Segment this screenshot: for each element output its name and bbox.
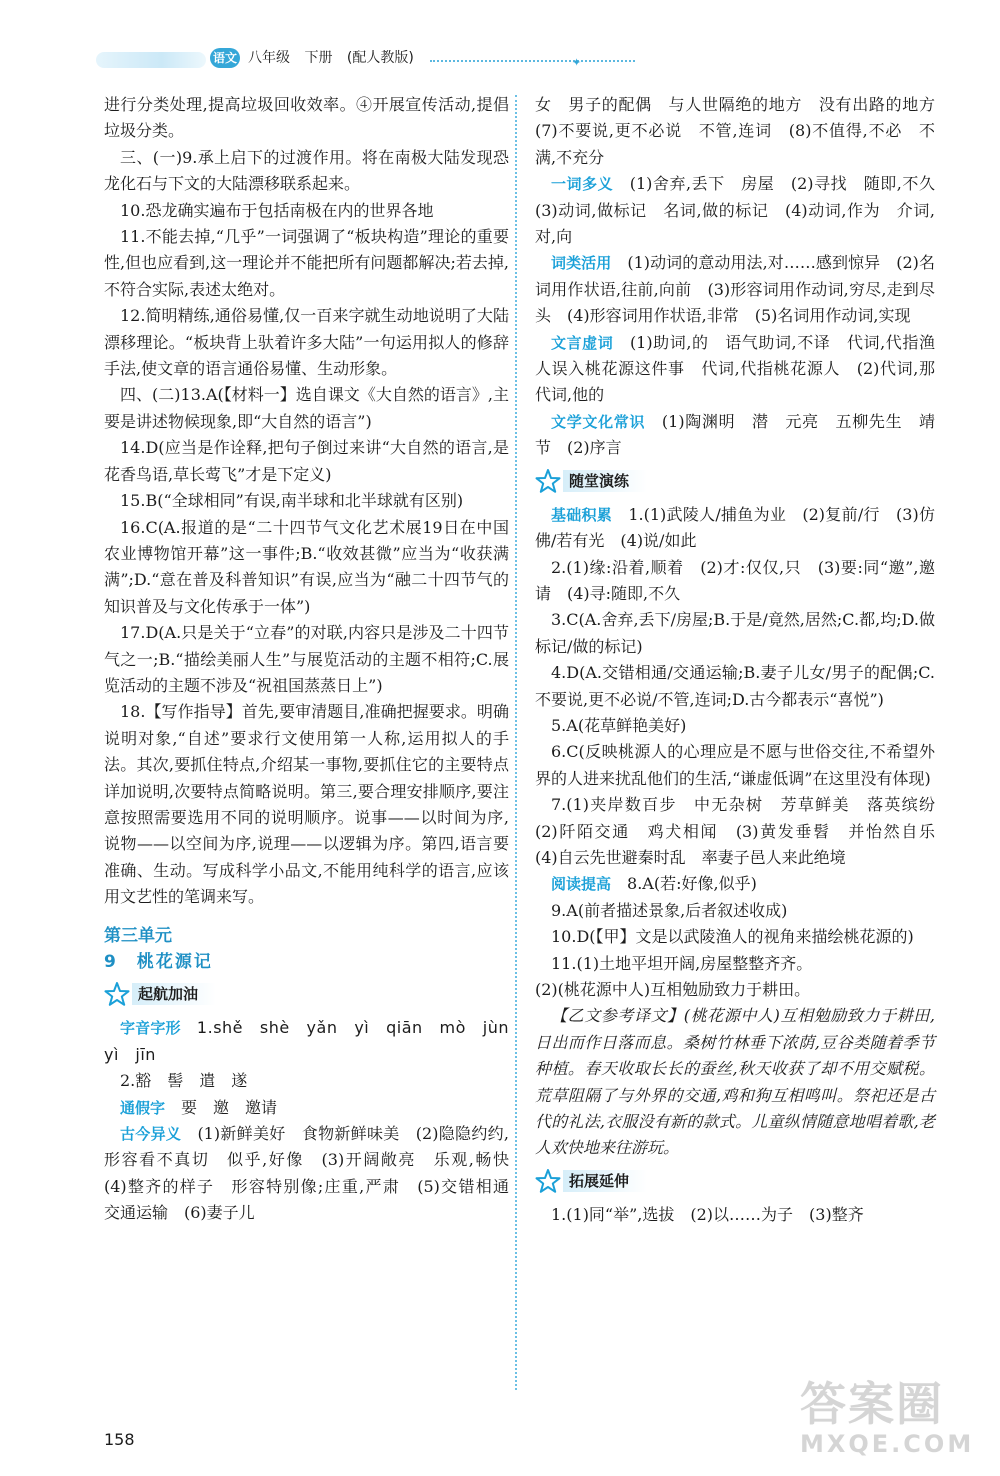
answer-paragraph: [535, 330, 952, 409]
right-column: [535, 92, 952, 1228]
answer-text: 1.shě shè yǎn yì qiān mò jùn yì jīn: [104, 1018, 526, 1064]
answer-paragraph: 2.(1)缘:沿着,顺着 (2)才:仅仅,只 (3)要:同“邀”,邀请 (4)寻:随即,不久: [535, 557, 935, 603]
answer-paragraph: 14.D(应当是作诠释,把句子倒过来讲“大自然的语言,是花香鸟语,草长莺飞”才是下定义): [104, 438, 509, 484]
topic-tag: 古今异义: [120, 1125, 182, 1144]
answer-paragraph: 6.C(反映桃源人的心理应是不愿与世俗交往,不希望外界的人进来扰乱他们的生活,“谦虚低调”在这里没有体现): [535, 742, 935, 788]
topic-tag: 基础积累: [551, 505, 613, 524]
answer-paragraph: [535, 409, 935, 462]
answer-text: 8.A(若:好像,似乎): [627, 874, 757, 894]
answer-paragraph: [535, 171, 951, 250]
watermark-url: MXQE.COM: [800, 1430, 975, 1458]
answer-paragraph: 11.不能去掉,“几乎”一词强调了“板块构造”理论的重要性,但也应看到,这一理论并不能把所有问题都解决;若去掉,不符合实际,表述太绝对。: [104, 227, 509, 299]
answer-text: 要 邀 邀请: [181, 1097, 278, 1117]
header-dotted-rule: [430, 60, 635, 62]
answer-paragraph: 10.D(【甲】文是以武陵渔人的视角来描绘桃花源的): [551, 927, 914, 947]
answer-paragraph: 4.D(A.交错相通/交通运输;B.妻子儿女/男子的配偶;C.不要说,更不必说/不管,连词;D.古今都表示“喜悦”): [535, 663, 935, 709]
topic-tag: 词类活用: [551, 254, 612, 273]
watermark: [800, 1378, 980, 1468]
running-header: [0, 0, 1000, 80]
topic-tag: 一词多义: [551, 175, 614, 194]
answer-paragraph: 女 男子的配偶 与人世隔绝的地方 没有出路的地方 (7)不要说,更不必说 不管,连词 (8)不值得,不必 不满,不充分: [535, 95, 952, 167]
answer-paragraph: 17.D(A.只是关于“立春”的对联,内容只是涉及二十四节气之一;B.“描绘美丽人生”与展览活动的主题不相符;C.展览活动的主题不涉及“祝祖国蒸蒸日上”): [104, 623, 509, 695]
answer-paragraph: 三、(一)9.承上启下的过渡作用。将在南极大陆发现恐龙化石与下文的大陆漂移联系起来。: [104, 147, 509, 194]
answer-paragraph: 2.豁 髻 遣 遂: [120, 1071, 248, 1091]
answer-paragraph: 11.(1)土地平坦开阔,房屋整整齐齐。: [551, 953, 813, 973]
header-edition: (配人教版): [346, 50, 414, 66]
answer-paragraph: 【乙文参考译文】(桃花源中人)互相勉励致力于耕田,日出而作日落而息。桑树竹林垂下浓荫,豆谷类随着季节种植。春天收取长长的蚕丝,秋天收获了却不用交赋税。荒草阻隔了与外界的交通,鸡和狗互相鸣叫。祭祀还是古代的礼法,衣服没有新的款式。儿童纵情随意地唱着歌,老人欢快地来往游玩。: [535, 1006, 935, 1158]
watermark-logo: 答案圈: [800, 1377, 944, 1431]
answer-paragraph: (2)(桃花源中人)互相勉励致力于耕田。: [535, 980, 811, 999]
answer-paragraph: 16.C(A.报道的是“二十四节气文化艺术展19日在中国农业博物馆开幕”这一事件;B.“收效甚微”应当为“收获满满”;D.“意在普及科普知识”有误,应当为“融二十四节气的知识普及与文化传承于一体”): [104, 517, 509, 616]
answer-paragraph: 7.(1)夹岸数百步 中无杂树 芳草鲜美 落英缤纷 (2)阡陌交通 鸡犬相闻 (3)黄发垂髫 并怡然自乐 (4)自云先世避秦时乱 率妻子邑人来此绝境: [535, 795, 952, 867]
header-term: 下册: [304, 50, 333, 66]
section-title: 随堂演练: [563, 470, 647, 492]
section-header: [104, 979, 509, 1011]
section-title: 拓展延伸: [563, 1170, 647, 1192]
topic-tag: 通假字: [120, 1098, 166, 1117]
answer-text: (1)新鲜美好 食物新鲜味美 (2)隐隐约约,形容看不真切 似乎,好像 (3)开阔敞亮 乐观,畅快 (4)整齐的样子 形容特别像;庄重,严肃 (5)交错相通 交通运输 (6)妻子儿: [104, 1124, 526, 1223]
answer-paragraph: 15.B(“全球相同”有误,南半球和北半球就有区别): [120, 491, 464, 511]
answer-paragraph: 3.C(A.舍弃,丢下/房屋;B.于是/竟然,居然;C.都,均;D.做标记/做的标记): [535, 610, 935, 656]
answer-paragraph: 12.简明精练,通俗易懂,仅一百来字就生动地说明了大陆漂移理论。“板块背上驮着许多大陆”一句运用拟人的修辞手法,使文章的语言通俗易懂、生动形象。: [104, 306, 509, 379]
answer-paragraph: [535, 871, 935, 897]
answer-text: (1)陶渊明 潜 元亮 五柳先生 靖节 (2)序言: [535, 411, 935, 458]
section-title: 起航加油: [132, 983, 216, 1005]
section-header: [535, 466, 935, 498]
answer-text: (1)舍弃,丢下 房屋 (2)寻找 随即,不久 (3)动词,做标记 名词,做的标记 (4)动词,作为 介词,对,向: [535, 174, 951, 247]
left-column: [104, 92, 526, 1227]
section-header: [535, 1166, 935, 1198]
answer-paragraph: [535, 250, 935, 329]
answer-paragraph: [104, 1121, 526, 1227]
unit-title: 第三单元: [104, 925, 172, 946]
lesson-title: 9 桃花源记: [104, 952, 213, 972]
topic-tag: 文言虚词: [551, 333, 614, 352]
answer-paragraph: 1.(1)同“举”,选拔 (2)以……为子 (3)整齐: [551, 1204, 864, 1224]
answer-text: (1)助词,的 语气助词,不译 代词,代指渔人误入桃花源这件事 代词,代指桃花源人 (2)代词,那 代词,他的: [535, 332, 952, 405]
topic-tag: 阅读提高: [551, 875, 612, 894]
topic-tag: 字音字形: [120, 1019, 181, 1038]
header-decoration: [96, 52, 206, 68]
header-grade: 八年级: [248, 50, 290, 66]
answer-paragraph: 5.A(花草鲜艳美好): [551, 715, 687, 735]
answer-paragraph: [104, 1095, 509, 1121]
answer-text: 1.(1)武陵人/捕鱼为业 (2)复前/行 (3)仿佛/若有光 (4)说/如此: [535, 504, 935, 551]
answer-paragraph: 进行分类处理,提高垃圾回收效率。④开展宣传活动,提倡垃圾分类。: [104, 95, 509, 141]
header-book-info: [248, 48, 424, 68]
header-star-icon: ✦: [572, 56, 582, 69]
page-number: 158: [104, 1430, 135, 1449]
answer-paragraph: 18.【写作指导】首先,要审清题目,准确把握要求。明确说明对象,“自述”要求行文使用第一人称,运用拟人的手法。其次,要抓住特点,介绍某一事物,要抓住它的主要特点详加说明,次要特点简略说明。第三,要合理安排顺序,要注意按照需要选用不同的说明顺序。说事——以时间为序,说物——以空间为序,说理——以逻辑为序。第四,语言要准确、生动。写成科学小品文,不能用纯科学的语言,应该用文艺性的笔调来写。: [104, 702, 509, 907]
answer-paragraph: 四、(二)13.A(【材料一】选自课文《大自然的语言》,主要是讲述物候现象,即“大自然的语言”): [104, 385, 509, 431]
answer-paragraph: 10.恐龙确实遍布于包括南极在内的世界各地: [120, 200, 434, 220]
answer-paragraph: [104, 1015, 526, 1068]
topic-tag: 文学文化常识: [551, 412, 646, 431]
subject-badge: 语文: [210, 48, 240, 68]
answer-text: (1)动词的意动用法,对……感到惊异 (2)名词用作状语,往前,向前 (3)形容词用作动词,穷尽,走到尽头 (4)形容词用作状语,非常 (5)名词用作动词,实现: [535, 253, 935, 326]
section-star-icon: [104, 981, 130, 1007]
answer-paragraph: [535, 502, 935, 555]
section-star-icon: [535, 468, 561, 494]
section-star-icon: [535, 1168, 561, 1194]
answer-paragraph: 9.A(前者描述景象,后者叙述收成): [551, 900, 788, 920]
